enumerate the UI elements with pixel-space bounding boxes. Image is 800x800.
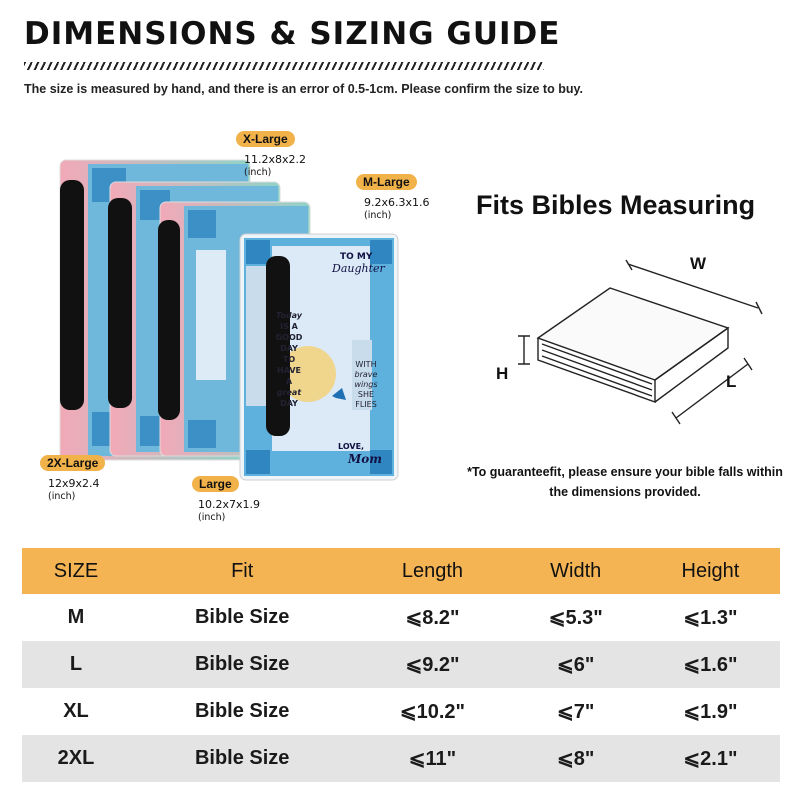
cell-height: ⩽1.6" bbox=[641, 641, 780, 688]
dims-unit: (inch) bbox=[364, 210, 392, 221]
header-size: SIZE bbox=[22, 548, 130, 594]
quote-line: IS A bbox=[280, 322, 298, 331]
size-badge-large: Large bbox=[192, 476, 239, 492]
cell-length: ⩽8.2" bbox=[405, 607, 460, 629]
dims-value: 11.2x8x2.2 bbox=[244, 153, 307, 166]
size-table bbox=[22, 548, 780, 782]
quote-line: great bbox=[276, 388, 302, 397]
table-row bbox=[22, 688, 780, 735]
quote-line: wings bbox=[354, 380, 378, 389]
quote-line: FLIES bbox=[355, 400, 377, 409]
cell-fit: Bible Size bbox=[130, 735, 354, 782]
quote-line: DAY bbox=[280, 344, 298, 353]
dims-value: 9.2x6.3x1.6 bbox=[364, 196, 430, 209]
dims-unit: (inch) bbox=[198, 512, 226, 523]
size-badge-2x-large: 2X-Large bbox=[40, 455, 105, 471]
cell-height: ⩽1.3" bbox=[683, 607, 738, 629]
cell-width: ⩽8" bbox=[511, 735, 641, 782]
cell-fit: Bible Size bbox=[194, 606, 290, 628]
page-title: DIMENSIONS & SIZING GUIDE bbox=[24, 16, 561, 52]
title-underline bbox=[24, 62, 544, 70]
cell-length: ⩽11" bbox=[354, 735, 510, 782]
cover-sign-text: LOVE, bbox=[338, 442, 365, 451]
cell-fit: Bible Size bbox=[130, 641, 354, 688]
quote-line: DAY bbox=[280, 399, 298, 408]
fits-title: Fits Bibles Measuring bbox=[476, 190, 756, 220]
cell-height: ⩽1.9" bbox=[683, 701, 738, 723]
dims-value: 10.2x7x1.9 bbox=[198, 498, 261, 511]
cell-width: ⩽5.3" bbox=[548, 607, 603, 629]
cell-length: ⩽10.2" bbox=[399, 701, 466, 723]
quote-line: GOOD bbox=[275, 333, 303, 342]
cell-height: ⩽2.1" bbox=[641, 735, 780, 782]
page-subtitle: The size is measured by hand, and there is an error of 0.5-1cm. Please confirm the size to buy. bbox=[24, 82, 583, 96]
size-dims-x-large bbox=[244, 153, 306, 179]
quote-line: Today bbox=[275, 311, 302, 320]
cover-recipient-text: Daughter bbox=[332, 262, 385, 275]
table-row bbox=[22, 641, 780, 688]
quote-line: WITH bbox=[355, 360, 377, 369]
width-label: W bbox=[690, 254, 707, 273]
size-dims-m-large bbox=[364, 196, 430, 222]
header-height: Height bbox=[641, 548, 780, 594]
table-row bbox=[22, 735, 780, 782]
cover-right-quote bbox=[350, 360, 382, 410]
table-row bbox=[22, 594, 780, 641]
size-dims-large bbox=[198, 498, 260, 524]
quote-line: brave bbox=[354, 370, 378, 379]
cell-size: 2XL bbox=[22, 735, 130, 782]
cell-length: ⩽9.2" bbox=[354, 641, 510, 688]
header-fit: Fit bbox=[130, 548, 354, 594]
cell-size: XL bbox=[63, 700, 89, 722]
quote-line: SHE bbox=[357, 390, 375, 399]
length-label: L bbox=[726, 372, 737, 391]
dims-value: 12x9x2.4 bbox=[48, 477, 100, 490]
fit-note: *To guaranteefit, please ensure your bible falls within the dimensions provided. bbox=[467, 465, 783, 499]
cover-to-text: TO MY bbox=[340, 252, 373, 262]
handle-icon bbox=[108, 198, 132, 408]
cell-fit: Bible Size bbox=[194, 700, 290, 722]
dims-unit: (inch) bbox=[48, 491, 76, 502]
quote-line: HAVE A bbox=[277, 366, 301, 386]
quote-line: TO bbox=[282, 355, 296, 364]
cell-width: ⩽7" bbox=[557, 701, 595, 723]
size-badge-x-large: X-Large bbox=[236, 131, 295, 147]
size-dims-2x-large bbox=[48, 477, 100, 503]
cell-size: M bbox=[67, 606, 85, 628]
height-label: H bbox=[496, 364, 509, 383]
size-badge-m-large: M-Large bbox=[356, 174, 417, 190]
table-header-row bbox=[22, 548, 780, 594]
handle-icon bbox=[158, 220, 180, 420]
dims-unit: (inch) bbox=[244, 167, 272, 178]
book-diagram bbox=[480, 240, 780, 440]
cell-size: L bbox=[22, 641, 130, 688]
header-length: Length bbox=[354, 548, 510, 594]
cell-width: ⩽6" bbox=[511, 641, 641, 688]
cover-signer-text: Mom bbox=[348, 452, 382, 466]
header-width: Width bbox=[511, 548, 641, 594]
cover-left-quote bbox=[274, 310, 304, 409]
handle-icon bbox=[60, 180, 84, 410]
